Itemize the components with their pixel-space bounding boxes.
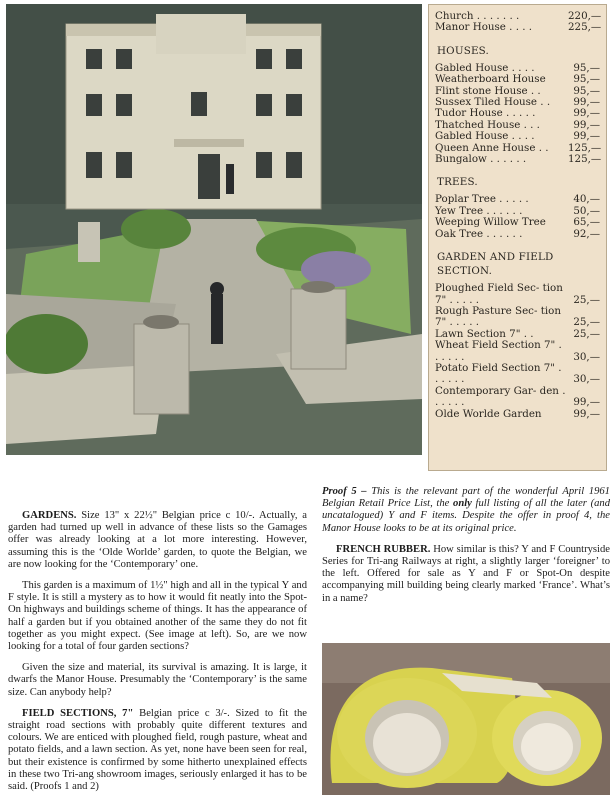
item-price: 99,— [573, 96, 600, 109]
item-name: Flint stone House . . [435, 84, 541, 97]
item-name: Olde Worlde Garden [435, 407, 542, 420]
item-name: Tudor House . . . . . [435, 107, 536, 120]
garden-list [435, 283, 600, 420]
rubber-tunnels-photo [322, 643, 610, 795]
price-row [435, 131, 600, 142]
item-price: 220,— [568, 10, 602, 22]
garden-size-paragraph: This garden is a maximum of 1½" high and all in the typical Y and F style. It is still a mystery as to how it would fit neatly into the Spot-On highways and buildings scheme of things. It has the appearance of half a garden but if you obtained another of the same they do not fit together as you might expect. (See image at left). So, are we now looking for a total of four garden sections? [8, 580, 307, 653]
item-name: Yew Tree . . . . . . [435, 204, 523, 217]
houses-heading: HOUSES. [437, 44, 490, 57]
french-rubber-text: How similar is this? Y and F Countryside Series for Tri-ang Railways at right, a slightly larger ‘foreigner’ to the left. Offered for sale as Y and F or Spot-On despite accompanying mill building being clearly marked ‘France’. What’s in a name? [322, 543, 610, 604]
item-price: 30,— [573, 350, 600, 363]
item-name: Potato Field Section 7" . . . . . . [435, 361, 562, 386]
item-price: 99,— [573, 107, 600, 120]
item-price: 50,— [573, 204, 600, 217]
item-price: 99,— [573, 130, 600, 143]
item-price: 99,— [573, 118, 600, 131]
item-price: 65,— [573, 216, 600, 229]
item-price: 125,— [568, 153, 602, 166]
item-name: Sussex Tiled House . . [435, 96, 551, 109]
item-price: 25,— [573, 316, 600, 329]
price-row [435, 283, 600, 306]
gardens-text: Size 13" x 22½" Belgian price c 10/-. Actually, a garden had turned up well in advance of these lists so the Gamages offer was already looking at a lot more interesting. However, assuming this is the ‘Olde Worlde’ garden, to quote the Belgian, we are now looking for the ‘Contemporary’ one. [8, 510, 307, 570]
houses-list [435, 63, 600, 166]
item-name: Weeping Willow Tree [435, 216, 546, 229]
item-name: Gabled House . . . . [435, 61, 535, 74]
price-row [435, 386, 600, 409]
proof-caption [322, 486, 610, 535]
field-sections-text: Belgian price c 3/-. Sized to fit the straight road sections with probably quite different textures and colours. We are enticed with ploughed field, rough pasture, wheat and potato fields, and a lawn section. As yet, none have been seen for real, but their existence is confirmed by some hitherto unexplained effects in these two Tri-ang showroom images, seriously enlarged it has to be said. (Proofs 1 and 2) [8, 707, 307, 793]
price-row [435, 340, 600, 363]
garden-model-photo [6, 4, 422, 455]
item-name: Rough Pasture Sec- tion 7" . . . . . [435, 304, 561, 329]
item-name: Lawn Section 7" . . [435, 327, 534, 340]
item-price: 99,— [573, 407, 600, 420]
french-rubber-paragraph [322, 544, 610, 605]
item-price: 225,— [568, 21, 602, 34]
trees-heading: TREES. [437, 176, 478, 189]
survival-paragraph: Given the size and material, its survival is amazing. It is large, it dwarfs the Manor House. Presumably the ‘Contemporary’ is the same size. Can anybody help? [8, 662, 307, 698]
price-row-manor-house [435, 22, 600, 33]
trees-list [435, 194, 600, 240]
garden-heading: GARDEN AND FIELD [437, 251, 554, 264]
left-column [8, 510, 307, 802]
price-row [435, 154, 600, 165]
item-name: Bungalow . . . . . . [435, 153, 527, 166]
item-name: Weatherboard House [435, 73, 546, 86]
proof-caption-text-b: full listing of all the later (and uncatalogued) Y and F items. Despite the offer in proof 4, the Manor House looks to be at its original price. [322, 498, 610, 534]
field-sections-paragraph [8, 708, 307, 793]
garden-heading-2: SECTION. [437, 265, 493, 278]
item-price: 92,— [573, 227, 600, 240]
item-price: 99,— [573, 396, 600, 409]
item-price: 25,— [573, 293, 600, 306]
gardens-lead: GARDENS. [22, 510, 77, 521]
item-name: Wheat Field Section 7" . . . . . . [435, 339, 562, 363]
price-list [428, 4, 607, 471]
price-row [435, 74, 600, 85]
item-price: 30,— [573, 373, 600, 386]
proof-caption-lead: Proof 5 – [322, 486, 367, 497]
french-rubber-lead: FRENCH RUBBER. [336, 543, 431, 555]
item-name: Church . . . . . . . [435, 11, 520, 22]
item-name: Ploughed Field Sec- tion 7" . . . . . [435, 282, 563, 306]
item-name: Manor House . . . . [435, 22, 533, 34]
price-row [435, 409, 600, 420]
field-sections-lead: FIELD SECTIONS, 7" [22, 707, 134, 719]
price-row [435, 363, 600, 386]
item-price: 95,— [573, 84, 600, 97]
item-price: 95,— [573, 73, 600, 86]
item-name: Gabled House . . . . [435, 130, 535, 143]
item-name: Queen Anne House . . [435, 141, 549, 154]
gardens-paragraph [8, 510, 307, 571]
item-price: 125,— [568, 141, 602, 154]
proof-caption-emph: only [453, 498, 472, 510]
item-name: Thatched House . . . [435, 118, 540, 131]
right-column [322, 486, 610, 614]
item-price: 95,— [573, 61, 600, 74]
item-price: 25,— [573, 327, 600, 340]
item-name: Contemporary Gar- den . . . . . . [435, 384, 566, 409]
item-name: Poplar Tree . . . . . [435, 193, 529, 206]
item-price: 40,— [573, 193, 600, 206]
price-row [435, 229, 600, 240]
price-row [435, 217, 600, 228]
proof-caption-text-a: This is the relevant part of the wonderful April 1961 Belgian Retail Price List, the [322, 486, 610, 510]
price-row [435, 306, 600, 329]
item-name: Oak Tree . . . . . . [435, 227, 523, 240]
